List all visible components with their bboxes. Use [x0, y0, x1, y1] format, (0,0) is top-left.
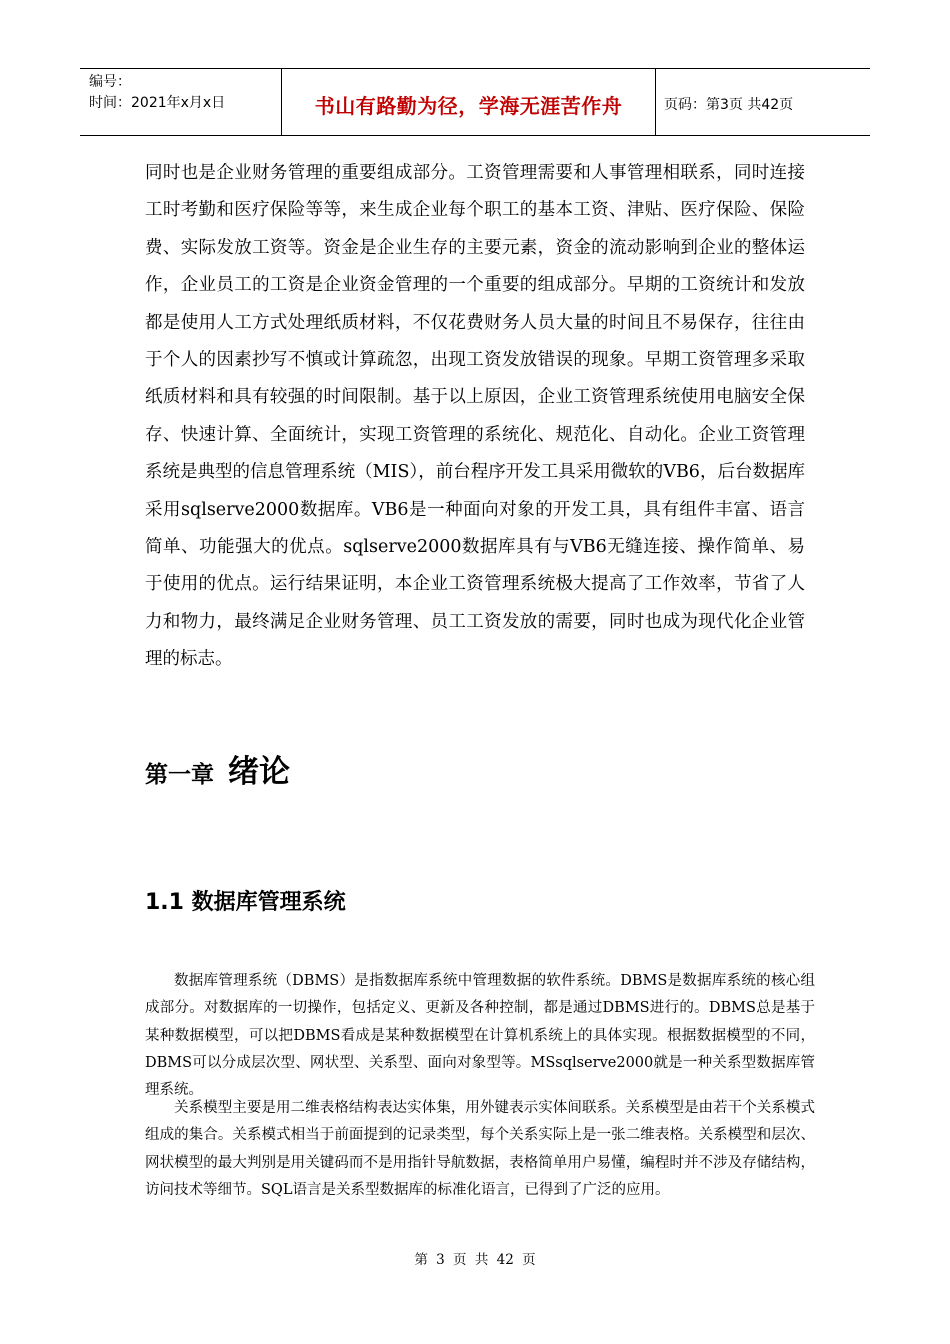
intro-paragraph: 同时也是企业财务管理的重要组成部分。工资管理需要和人事管理相联系，同时连接工时考勤和医疗保险等等，来生成企业每个职工的基本工资、津贴、医疗保险、保险费、实际发放工资等。资金是企业生存的主要元素，资金的流动影响到企业的整体运作，企业员工的工资是企业资金管理的一个重要的组成部分。早期的工资统计和发放都是使用人工方式处理纸质材料，不仅花费财务人员大量的时间且不易保存，往往由于个人的因素抄写不慎或计算疏忽，出现工资发放错误的现象。早期工资管理多采取纸质材料和具有较强的时间限制。基于以上原因，企业工资管理系统使用电脑安全保存、快速计算、全面统计，实现工资管理的系统化、规范化、自动化。企业工资管理系统是典型的信息管理系统（MIS），前台程序开发工具采用微软的VB6，后台数据库采用sqlserve2000数据库。VB6是一种面向对象的开发工具，具有组件丰富、语言简单、功能强大的优点。sqlserve2000数据库具有与VB6无缝连接、操作简单、易于使用的优点。运行结果证明，本企业工资管理系统极大提高了工作效率，节省了人力和物力，最终满足企业财务管理、员工工资发放的需要，同时也成为现代化企业管理的标志。	[145, 163, 805, 670]
body-paragraph: 关系模型主要是用二维表格结构表达实体集，用外键表示实体间联系。关系模型是由若干个关系模式组成的集合。关系模式相当于前面提到的记录类型，每个关系实际上是一张二维表格。关系模型和层次、网状模型的最大判别是用关键码而不是用指针导航数据，表格简单用户易懂，编程时并不涉及存储结构，访问技术等细节。SQL语言是关系型数据库的标准化语言，已得到了广泛的应用。	[145, 1100, 815, 1198]
document-number-label: 编号：	[89, 74, 131, 90]
body-paragraph: 数据库管理系统（DBMS）是指数据库系统中管理数据的软件系统。DBMS是数据库系统的核心组成部分。对数据库的一切操作，包括定义、更新及各种控制，都是通过DBMS进行的。DBMS总是基于某种数据模型，可以把DBMS看成是某种数据模型在计算机系统上的具体实现。根据数据模型的不同，DBMS可以分成层次型、网状型、关系型、面向对象型等。MSsqlserve2000就是一种关系型数据库管理系统。	[145, 973, 815, 1099]
chapter-heading	[145, 746, 290, 791]
chapter-number: 第一章	[145, 762, 214, 788]
chapter-name: 绪论	[228, 754, 290, 790]
document-time-label: 时间：2021年x月x日	[89, 95, 226, 111]
section-heading: 1.1 数据库管理系统	[145, 890, 346, 915]
header-page-info: 页码：第3页 共42页	[664, 97, 794, 113]
header-meta	[80, 69, 282, 135]
page-footer: 第 3 页 共 42 页	[414, 1252, 536, 1268]
page-header	[80, 68, 870, 136]
header-motto: 书山有路勤为径，学海无涯苦作舟	[282, 69, 656, 135]
